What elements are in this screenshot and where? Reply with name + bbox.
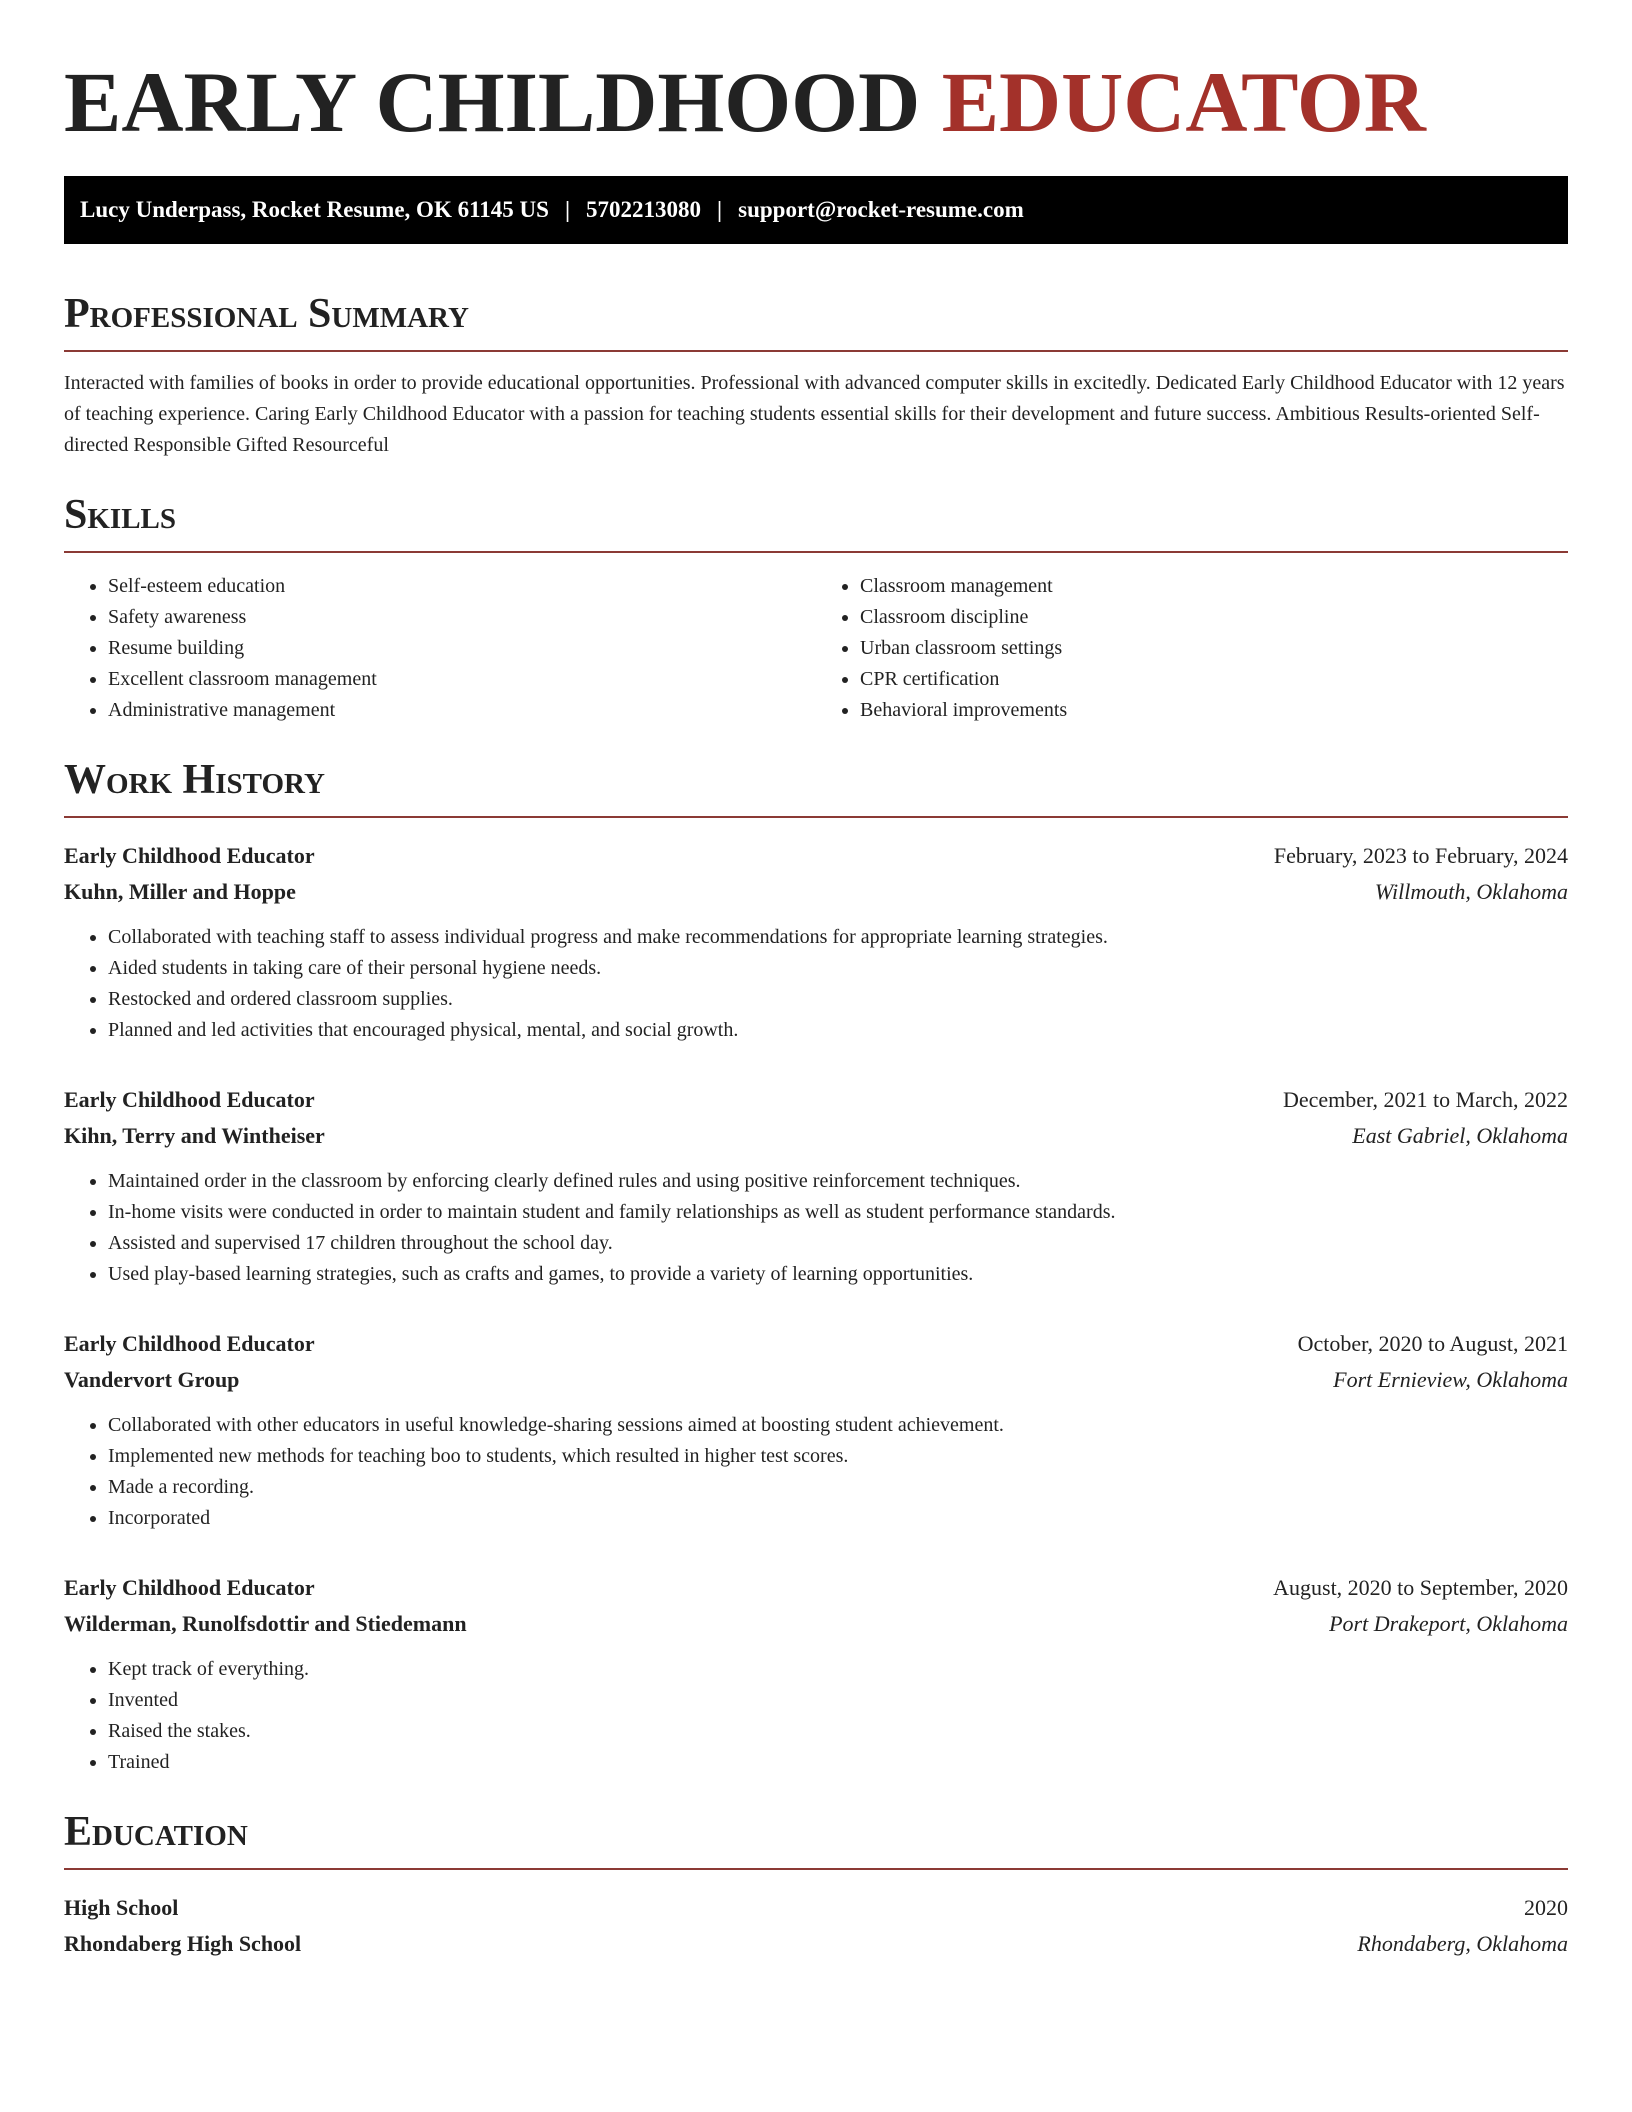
- job-duty: • Incorporated: [108, 1503, 1568, 1534]
- summary-text: Interacted with families of books in order to provide educational opportunities. Professional with advanced computer skills in excitedly. Dedicated Early Childhood Educator with 12 years of teaching experience. Caring Early Childhood Educator with a passion for teaching students essential skills for their development and future success. Ambitious Results-oriented Self-directed Responsible Gifted Resourceful: [64, 372, 1565, 456]
- job-duty: • Maintained order in the classroom by enforcing clearly defined rules and using positive reinforcement techniques.: [108, 1166, 1568, 1197]
- section-heading: Skills: [64, 492, 177, 538]
- job-location: East Gabriel, Oklahoma: [1352, 1123, 1568, 1148]
- job-location: Willmouth, Oklahoma: [1374, 879, 1568, 904]
- job-duties: [64, 1166, 1568, 1290]
- education-school: Rhondaberg High School: [64, 1931, 302, 1956]
- education-degree: High School: [64, 1895, 179, 1920]
- section-heading: Work History: [64, 757, 325, 803]
- education-entry: [64, 1890, 1568, 1962]
- skill-item: • Administrative management: [108, 695, 816, 726]
- section-divider: [64, 1868, 1568, 1870]
- skill-item: • Urban classroom settings: [860, 633, 1568, 664]
- summary-section: [64, 290, 1568, 461]
- contact-bar: [64, 176, 1568, 244]
- job-duty: • Assisted and supervised 17 children throughout the school day.: [108, 1228, 1568, 1259]
- job-title: Early Childhood Educator: [64, 1087, 315, 1112]
- job-entry: [64, 838, 1568, 1046]
- job-company: Wilderman, Runolfsdottir and Stiedemann: [64, 1611, 467, 1636]
- education-year: 2020: [1524, 1895, 1568, 1920]
- skill-item: • Behavioral improvements: [860, 695, 1568, 726]
- section-heading: Education: [64, 1809, 248, 1855]
- job-duties: [64, 922, 1568, 1046]
- job-dates: December, 2021 to March, 2022: [1282, 1087, 1568, 1112]
- skill-item: • Self-esteem education: [108, 571, 816, 602]
- title-part-1: EARLY CHILDHOOD: [64, 54, 921, 150]
- job-duty: • Planned and led activities that encouraged physical, mental, and social growth.: [108, 1015, 1568, 1046]
- section-divider: [64, 350, 1568, 352]
- job-duties: [64, 1654, 1568, 1778]
- job-duties: [64, 1410, 1568, 1534]
- job-company: Kuhn, Miller and Hoppe: [64, 879, 296, 904]
- job-duty: • Restocked and ordered classroom supplies.: [108, 984, 1568, 1015]
- education-location: Rhondaberg, Oklahoma: [1357, 1931, 1568, 1956]
- job-company: Kihn, Terry and Wintheiser: [64, 1123, 325, 1148]
- title-part-2: EDUCATOR: [941, 54, 1426, 150]
- education-section: [64, 1808, 1568, 1962]
- skill-item: • CPR certification: [860, 664, 1568, 695]
- contact-separator: |: [564, 197, 571, 222]
- job-title: Early Childhood Educator: [64, 843, 315, 868]
- job-duty: • Trained: [108, 1747, 1568, 1778]
- job-duty: • Used play-based learning strategies, such as crafts and games, to provide a variety of learning opportunities.: [108, 1259, 1568, 1290]
- job-location: Fort Ernieview, Oklahoma: [1333, 1367, 1568, 1392]
- job-duty: • Invented: [108, 1685, 1568, 1716]
- job-title: Early Childhood Educator: [64, 1331, 315, 1356]
- skills-section: [64, 491, 1568, 726]
- job-entry: [64, 1082, 1568, 1290]
- skills-column-left: [64, 571, 816, 726]
- skill-item: • Classroom discipline: [860, 602, 1568, 633]
- skill-item: • Classroom management: [860, 571, 1568, 602]
- contact-address: Lucy Underpass, Rocket Resume, OK 61145 US: [80, 197, 549, 222]
- work-history-section: [64, 756, 1568, 1778]
- job-duty: • Aided students in taking care of their personal hygiene needs.: [108, 953, 1568, 984]
- job-title: Early Childhood Educator: [64, 1575, 315, 1600]
- section-divider: [64, 551, 1568, 553]
- contact-email[interactable]: support@rocket-resume.com: [738, 197, 1024, 222]
- skills-column-right: [816, 571, 1568, 726]
- resume-page: [64, 0, 1568, 1962]
- job-duty: • Made a recording.: [108, 1472, 1568, 1503]
- job-dates: August, 2020 to September, 2020: [1273, 1575, 1568, 1600]
- contact-separator: |: [717, 197, 723, 222]
- job-duty: • Collaborated with teaching staff to assess individual progress and make recommendations for appropriate learning strategies.: [108, 922, 1568, 953]
- skill-item: • Resume building: [108, 633, 816, 664]
- skills-list: [64, 571, 1568, 726]
- job-dates: February, 2023 to February, 2024: [1273, 843, 1568, 868]
- job-company: Vandervort Group: [64, 1367, 240, 1392]
- skill-item: • Excellent classroom management: [108, 664, 816, 695]
- job-dates: October, 2020 to August, 2021: [1297, 1331, 1568, 1356]
- job-duty: • Implemented new methods for teaching boo to students, which resulted in higher test scores.: [108, 1441, 1568, 1472]
- contact-phone[interactable]: 5702213080: [586, 197, 702, 222]
- job-entry: [64, 1570, 1568, 1778]
- section-divider: [64, 816, 1568, 818]
- job-duty: • Raised the stakes.: [108, 1716, 1568, 1747]
- job-duty: • In-home visits were conducted in order to maintain student and family relationships as well as student performance standards.: [108, 1197, 1568, 1228]
- resume-title: [64, 52, 1568, 152]
- job-location: Port Drakeport, Oklahoma: [1329, 1611, 1568, 1636]
- job-entry: [64, 1326, 1568, 1534]
- skill-item: • Safety awareness: [108, 602, 816, 633]
- section-heading: Professional Summary: [64, 291, 469, 337]
- job-duty: • Kept track of everything.: [108, 1654, 1568, 1685]
- job-duty: • Collaborated with other educators in useful knowledge-sharing sessions aimed at boosting student achievement.: [108, 1410, 1568, 1441]
